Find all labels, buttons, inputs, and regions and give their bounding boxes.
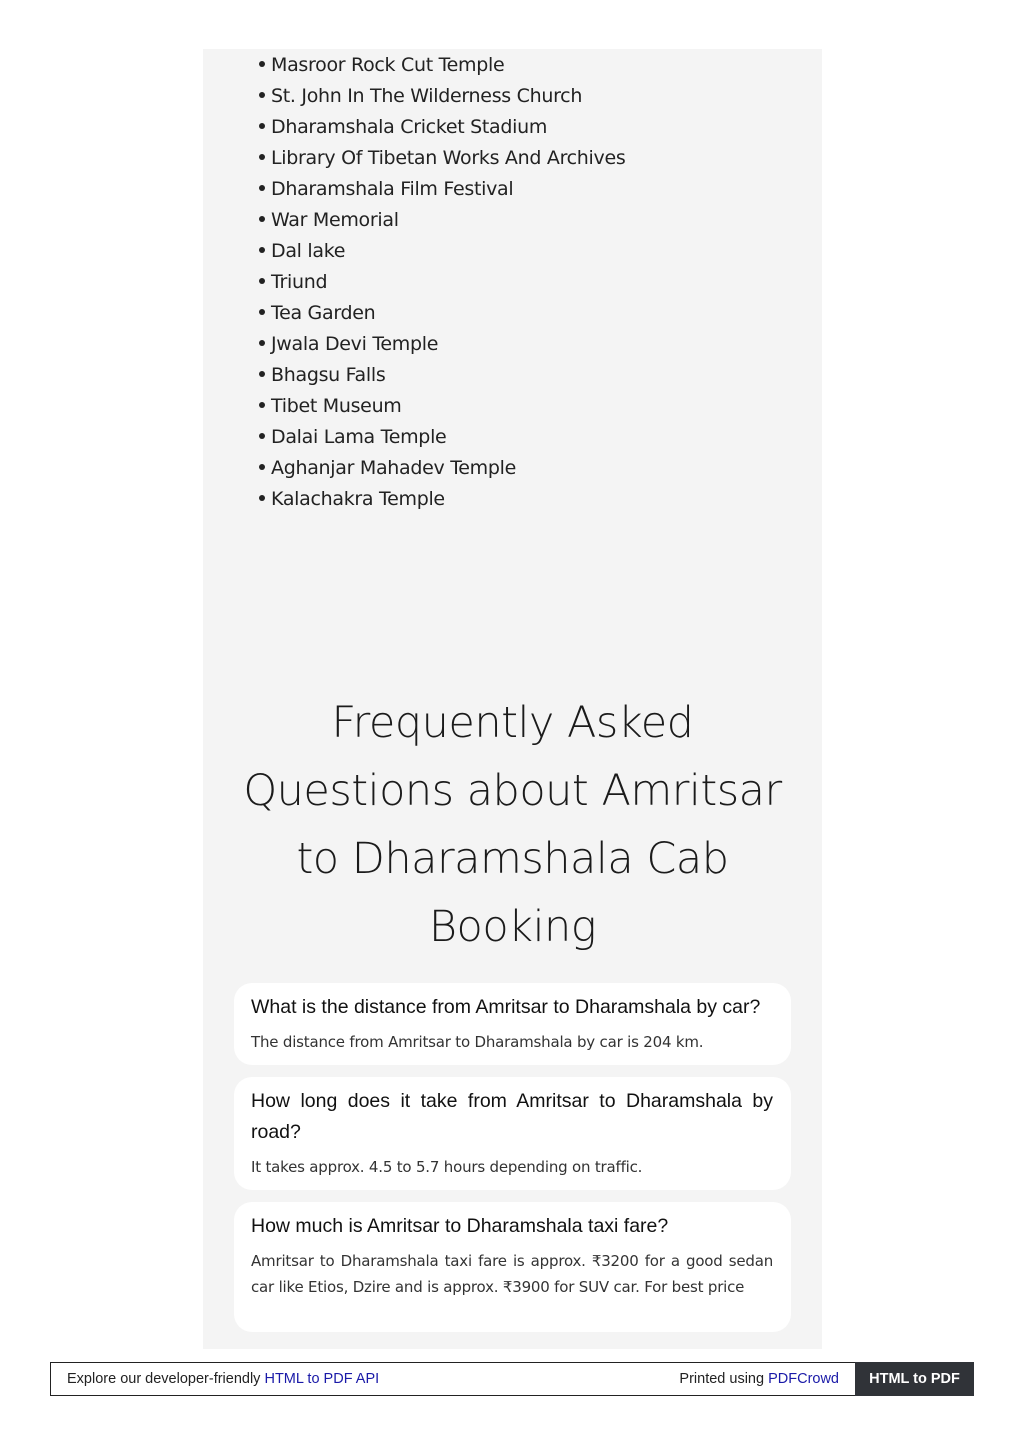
- pdfcrowd-link[interactable]: PDFCrowd: [768, 1371, 839, 1387]
- bullet-icon: [259, 92, 265, 98]
- bullet-icon: [259, 123, 265, 129]
- list-item: Kalachakra Temple: [259, 484, 799, 515]
- faq-card[interactable]: [234, 1202, 791, 1332]
- list-item: Bhagsu Falls: [259, 360, 799, 391]
- bullet-icon: [259, 495, 265, 501]
- faq-question[interactable]: How much is Amritsar to Dharamshala taxi fare?: [251, 1215, 669, 1237]
- html-to-pdf-api-link[interactable]: HTML to PDF API: [264, 1371, 380, 1387]
- bullet-icon: [259, 433, 265, 439]
- faq-question[interactable]: How long does it take from Amritsar to Dharamshala by road?: [251, 1090, 773, 1143]
- bullet-icon: [259, 278, 265, 284]
- footer-printed: Printed using PDFCrowd: [679, 1371, 839, 1387]
- html-to-pdf-badge[interactable]: HTML to PDF: [855, 1362, 974, 1396]
- list-item: Dalai Lama Temple: [259, 422, 799, 453]
- list-item: Tea Garden: [259, 298, 799, 329]
- faq-list: [234, 983, 791, 1344]
- bullet-icon: [259, 185, 265, 191]
- pdf-footer-bar: [50, 1362, 974, 1396]
- bullet-icon: [259, 61, 265, 67]
- list-item: Dharamshala Film Festival: [259, 174, 799, 205]
- list-item: Library Of Tibetan Works And Archives: [259, 143, 799, 174]
- bullet-icon: [259, 402, 265, 408]
- faq-card[interactable]: [234, 983, 791, 1065]
- bullet-icon: [259, 154, 265, 160]
- list-item: Masroor Rock Cut Temple: [259, 50, 799, 81]
- list-item: Jwala Devi Temple: [259, 329, 799, 360]
- list-item: St. John In The Wilderness Church: [259, 81, 799, 112]
- bullet-icon: [259, 247, 265, 253]
- list-item: Dharamshala Cricket Stadium: [259, 112, 799, 143]
- content-panel: [203, 49, 822, 1349]
- list-item: Aghanjar Mahadev Temple: [259, 453, 799, 484]
- faq-answer: Amritsar to Dharamshala taxi fare is approx. ₹3200 for a good sedan car like Etios, Dzire and is approx. ₹3900 for SUV car. For best price: [251, 1252, 773, 1296]
- list-item: Triund: [259, 267, 799, 298]
- faq-question[interactable]: What is the distance from Amritsar to Dharamshala by car?: [251, 996, 761, 1018]
- faq-card[interactable]: [234, 1077, 791, 1190]
- list-item: Dal lake: [259, 236, 799, 267]
- faq-answer: The distance from Amritsar to Dharamshala by car is 204 km.: [251, 1033, 704, 1051]
- footer-explore: Explore our developer-friendly HTML to PDF API: [67, 1371, 380, 1387]
- list-item: Tibet Museum: [259, 391, 799, 422]
- bullet-icon: [259, 371, 265, 377]
- bullet-icon: [259, 309, 265, 315]
- bullet-icon: [259, 464, 265, 470]
- places-list: [259, 50, 799, 515]
- bullet-icon: [259, 216, 265, 222]
- faq-heading: Frequently Asked Questions about Amritsar to Dharamshala Cab Booking: [243, 698, 782, 952]
- bullet-icon: [259, 340, 265, 346]
- faq-answer: It takes approx. 4.5 to 5.7 hours depending on traffic.: [251, 1158, 643, 1176]
- list-item: War Memorial: [259, 205, 799, 236]
